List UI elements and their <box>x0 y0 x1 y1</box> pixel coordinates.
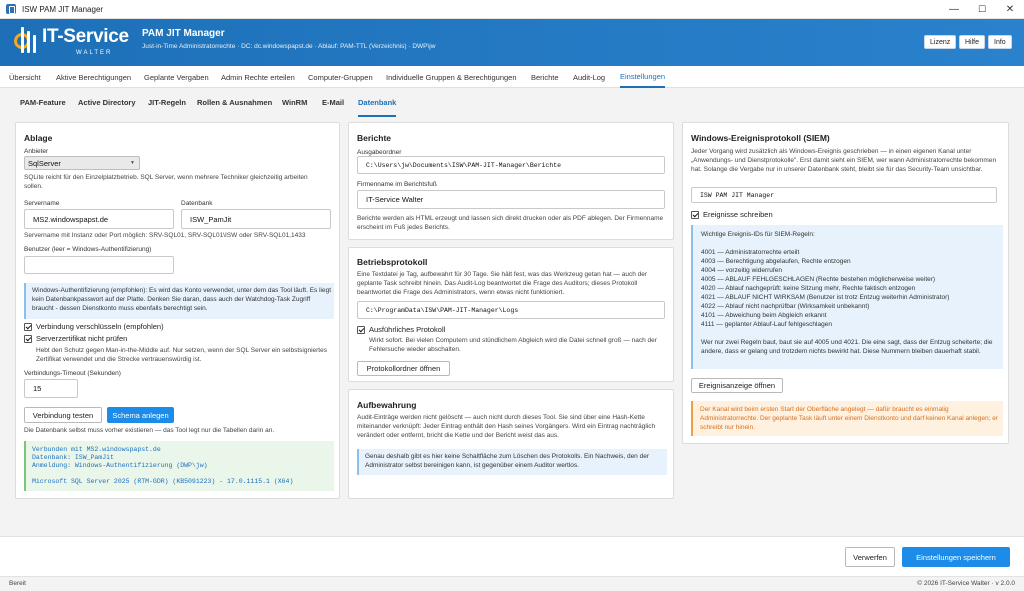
betrieb-title: Betriebsprotokoll <box>357 257 428 267</box>
checkbox-check-icon <box>24 323 32 331</box>
save-settings-button[interactable]: Einstellungen speichern <box>902 547 1010 567</box>
provider-select[interactable] <box>24 156 140 170</box>
event-id-item: 4020 — Ablauf nachgeprüft: keine Sitzung mehr, Rechte faktisch entzogen <box>701 285 916 292</box>
checkbox-check-icon <box>24 335 32 343</box>
copyright-text: © 2026 IT-Service Walter · v 2.0.0 <box>917 580 1015 587</box>
server-hint: Servername mit Instanz oder Port möglich: SRV-SQL01, SRV-SQL01\ISW oder SRV-SQL01,1433 <box>24 232 306 239</box>
aufbewahrung-card <box>348 389 674 499</box>
subtab-email[interactable]: E-Mail <box>322 98 345 107</box>
write-events-checkbox[interactable] <box>691 210 773 219</box>
event-id-item: 4101 — Abweichung beim Abgleich erkannt <box>701 312 827 319</box>
event-ids-title: Wichtige Ereignis-IDs für SIEM-Regeln: <box>701 231 815 238</box>
open-log-folder-button[interactable]: Protokollordner öffnen <box>357 361 450 376</box>
test-connection-button[interactable]: Verbindung testen <box>24 407 102 423</box>
status-line: Microsoft SQL Server 2025 (RTM-GDR) (KB5091223) - 17.0.1115.1 (X64) <box>32 478 294 485</box>
subtab-jit-regeln[interactable]: JIT-Regeln <box>148 98 186 107</box>
maximize-button[interactable]: ☐ <box>977 4 987 14</box>
event-id-item: 4003 — Berechtigung abgelaufen, Rechte entzogen <box>701 258 851 265</box>
event-ids-info-box <box>691 225 1003 369</box>
aufbewahrung-desc: Audit-Einträge werden nicht gelöscht — auch nicht durch dieses Tool. Sie sind über eine Hash-Kette miteinander verknüpft: Jeder Eintrag enthält den Hash seines Vorgängers. Wird ein Eintrag nachträglich verändert oder entfernt, bricht die Kette und der Bericht weist das aus. <box>357 414 656 439</box>
main-tabs <box>0 66 1024 88</box>
status-bar <box>0 576 1024 591</box>
company-label: Firmenname im Berichtsfuß <box>357 181 437 188</box>
provider-label: Anbieter <box>24 148 49 155</box>
siem-desc: Jeder Vorgang wird zusätzlich als Windows-Ereignis geschrieben — in einen eigenen Kanal unter „Anwendungs- und Dienstprotokolle". Erst damit sieht ein SIEM, wer wann Administratorrechte bekommen hat. Solange die Vergabe nur in unserer Datenbank steht, bleibt sie für das Security-Team unsichtbar. <box>691 148 997 173</box>
open-event-viewer-button[interactable]: Ereignisanzeige öffnen <box>691 378 783 393</box>
help-button[interactable]: Hilfe <box>959 35 985 49</box>
auth-info-text: Windows-Authentifizierung (empfohlen): Es wird das Konto verwendet, unter dem das Tool läuft. Es liegt kein Datenbankpasswort auf der Platte. Denken Sie daran, dass auch der Watchdog-Task Zugriff braucht - dessen Dienstkonto muss ebenfalls berechtigt sein. <box>32 287 332 312</box>
event-id-item: 4004 — vorzeitig widerrufen <box>701 267 782 274</box>
subtab-rollen-ausnahmen[interactable]: Rollen & Ausnahmen <box>197 98 273 107</box>
db-input[interactable]: ISW_PamJit <box>181 209 331 229</box>
close-button[interactable]: ✕ <box>1005 4 1015 15</box>
app-header <box>0 19 1024 66</box>
server-input[interactable]: MS2.windowspapst.de <box>24 209 174 229</box>
event-id-item: 4111 — geplanter Ablauf-Lauf fehlgeschlagen <box>701 321 832 328</box>
company-logo <box>12 25 132 59</box>
provider-select-value: SqlServer <box>28 158 61 168</box>
provider-hint: SQLite reicht für den Einzelplatzbetrieb. SQL Server, wenn mehrere Techniker gleichzeitig arbeiten sollen. <box>24 174 308 190</box>
event-id-item: 4022 — Ablauf nicht nachprüfbar (Wirksamkeit unbekannt) <box>701 303 870 310</box>
discard-button[interactable]: Verwerfen <box>845 547 895 567</box>
tab-admin-rechte-erteilen[interactable]: Admin Rechte erteilen <box>221 72 295 82</box>
checkbox-check-icon <box>691 211 699 219</box>
subtab-pam-feature[interactable]: PAM-Feature <box>20 98 66 107</box>
db-label: Datenbank <box>181 200 213 207</box>
tab-uebersicht[interactable]: Übersicht <box>9 72 41 82</box>
trust-cert-hint: Hebt den Schutz gegen Man-in-the-Middle auf. Nur setzen, wenn der SQL Server ein selbstsigniertes Zertifikat verwendet und die Strecke vertrauenswürdig ist. <box>36 347 327 363</box>
ablage-title: Ablage <box>24 133 53 143</box>
status-text: Bereit <box>9 580 26 587</box>
auth-info-box <box>24 283 334 319</box>
app-icon <box>6 4 16 14</box>
tab-berichte[interactable]: Berichte <box>531 72 559 82</box>
timeout-label: Verbindungs-Timeout (Sekunden) <box>24 370 121 377</box>
logo-name: IT-Service <box>42 26 129 47</box>
app-subtitle: Just-in-Time Administratorrechte · DC: dc.windowspapst.de · Ablauf: PAM-TTL (Verzeichnis) · DWP\jw <box>142 43 436 50</box>
ablage-card <box>15 122 340 499</box>
status-line: Verbunden mit MS2.windowspapst.de <box>32 446 161 453</box>
footer-bar <box>0 536 1024 576</box>
subtab-winrm[interactable]: WinRM <box>282 98 308 107</box>
db-hint: Die Datenbank selbst muss vorher existieren — das Tool legt nur die Tabellen darin an. <box>24 427 275 434</box>
aufbewahrung-info-box <box>357 449 667 475</box>
write-events-label: Ereignisse schreiben <box>703 210 773 219</box>
server-label: Servername <box>24 200 60 207</box>
window-titlebar <box>0 0 1024 19</box>
berichte-title: Berichte <box>357 133 392 143</box>
betrieb-desc: Eine Textdatei je Tag, aufbewahrt für 30 Tage. Sie hält fest, was das Werkzeug getan hat — auch der geplante Task schreibt hinein. Das Audit-Log beantwortet die Frage des Auditors; dieses Protokoll beantwortet die Frage des Administrators, wenn etwas nicht funktioniert. <box>357 271 648 296</box>
verbose-log-checkbox[interactable] <box>357 325 445 334</box>
trust-cert-checkbox[interactable] <box>24 334 127 343</box>
logo-mark-icon <box>12 27 38 55</box>
status-line: Datenbank: ISW_PamJit <box>32 454 114 461</box>
window-title: ISW PAM JIT Manager <box>22 4 104 14</box>
berichte-card <box>348 122 674 240</box>
siem-warning-box <box>691 401 1003 436</box>
encrypt-checkbox[interactable] <box>24 322 164 331</box>
siem-title: Windows-Ereignisprotokoll (SIEM) <box>691 133 830 143</box>
tab-audit-log[interactable]: Audit-Log <box>573 72 606 82</box>
siem-warning-text: Der Kanal wird beim ersten Start der Oberfläche angelegt — dafür braucht es einmalig Administratorrechte. Der geplante Task läuft unter einem Dienstkonto und darf keinen Kanal anlegen; er schreibt nur hinein. <box>700 406 998 431</box>
output-label: Ausgabeordner <box>357 149 402 156</box>
license-button[interactable]: Lizenz <box>924 35 956 49</box>
betriebsprotokoll-card <box>348 247 674 382</box>
checkbox-check-icon <box>357 326 365 334</box>
app-title: PAM JIT Manager <box>142 28 225 39</box>
event-ids-note: Wer nur zwei Regeln baut, baut sie auf 4005 und 4021. Die eine sagt, dass der Entzug scheiterte; die andere, dass er gelang und trotzdem nichts bewirkt hat. Diese Nummern bleiben dauerhaft stabil. <box>701 339 993 355</box>
connection-status-box <box>24 441 334 491</box>
company-input[interactable]: IT-Service Walter <box>357 190 665 209</box>
info-button[interactable]: Info <box>988 35 1012 49</box>
berichte-hint: Berichte werden als HTML erzeugt und lassen sich direkt drucken oder als PDF ablegen. Der Firmenname erscheint im Fuß jedes Berichts. <box>357 215 664 231</box>
aufbewahrung-title: Aufbewahrung <box>357 400 417 410</box>
create-schema-button[interactable]: Schema anlegen <box>107 407 174 423</box>
verbose-log-hint: Wirkt sofort. Bei vielen Computern und stündlichem Abgleich wird die Datei schnell groß — nach der Fehlersuche wieder abschalten. <box>369 337 657 353</box>
user-input[interactable] <box>24 256 174 274</box>
user-label: Benutzer (leer = Windows-Authentifizierung) <box>24 246 152 253</box>
encrypt-label: Verbindung verschlüsseln (empfohlen) <box>36 322 164 331</box>
tab-individuelle-gruppen[interactable]: Individuelle Gruppen & Berechtigungen <box>386 72 517 82</box>
minimize-button[interactable]: — <box>949 4 959 15</box>
tab-aktive-berechtigungen[interactable]: Aktive Berechtigungen <box>56 72 132 82</box>
settings-subtabs <box>0 88 1024 119</box>
siem-channel-input[interactable]: ISW PAM JIT Manager <box>691 187 997 203</box>
verbose-log-label: Ausführliches Protokoll <box>369 325 446 334</box>
event-id-item: 4001 — Administratorrechte erteilt <box>701 249 800 256</box>
event-id-item: 4005 — ABLAUF FEHLGESCHLAGEN (Rechte bestehen möglicherweise weiter) <box>701 276 936 283</box>
tab-geplante-vergaben[interactable]: Geplante Vergaben <box>144 72 209 82</box>
timeout-input[interactable]: 15 <box>24 379 78 398</box>
tab-computer-gruppen[interactable]: Computer-Gruppen <box>308 72 373 82</box>
tab-einstellungen[interactable]: Einstellungen <box>620 66 665 88</box>
output-folder-input[interactable]: C:\Users\jw\Documents\ISW\PAM-JIT-Manager\Berichte <box>357 156 665 174</box>
log-path-input[interactable]: C:\ProgramData\ISW\PAM-JIT-Manager\Logs <box>357 301 665 319</box>
event-id-item: 4021 — ABLAUF NICHT WIRKSAM (Benutzer ist trotz Entzug weiterhin Administrator) <box>701 294 950 301</box>
chevron-down-icon: ▼ <box>130 160 135 166</box>
logo-subtitle: WALTER <box>76 50 113 56</box>
status-line: Anmeldung: Windows-Authentifizierung (DWP\jw) <box>32 462 208 469</box>
siem-card <box>682 122 1009 444</box>
trust-cert-label: Serverzertifikat nicht prüfen <box>36 334 128 343</box>
subtab-active-directory[interactable]: Active Directory <box>78 98 136 107</box>
subtab-datenbank[interactable]: Datenbank <box>358 98 396 117</box>
aufbewahrung-info-text: Genau deshalb gibt es hier keine Schaltfläche zum Löschen des Protokolls. Ein Nachweis, den der Administrator selbst bereinigen kann, ist gegenüber einem Auditor wertlos. <box>365 453 649 469</box>
